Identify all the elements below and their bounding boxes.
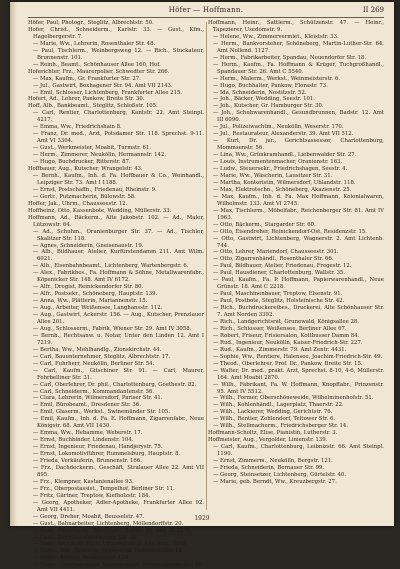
directory-entry: — Rud., Kaufm., Zimmerstr. 79. Amt Zentr. 4431.: [213, 346, 347, 353]
directory-entry: Hoffmeister, Aug., Vergolder, Linienstr. 139.: [208, 437, 328, 444]
directory-entry: — Carl, Bauunternehmer, Steglitz, Albrechtstr. 17.: [33, 353, 171, 360]
directory-entry: — Marie, Ww., Lehrerin, Rosenthaler Str. 48.: [33, 40, 156, 47]
directory-entry: — Herm., Kaufm., Fa. Hoffmann & Krüger, Tuchgroßhandl., Spandauer Str. 26. Amt C 5540.: [213, 61, 384, 75]
directory-entry: — Georg, Apotheker, Adler-Apotheke, Frankfurter Allee 92. Amt VII 4411.: [33, 499, 204, 513]
directory-entry: — Carl, Rentier, Charlottenburg, Kantstr. 22. Amt Steinpl. 4217.: [33, 110, 204, 124]
directory-entry: — Otto, Eisendreher, Reinickendorf-Ost, Residenzstr. 15.: [213, 228, 367, 235]
directory-entry: — Franz, Dr. med., Arzt, Potsdamer Str. 118. Sprechst. 9-11. Amt VI 3304.: [33, 131, 204, 145]
directory-entry: — Frieda, Verkäuferin, Brunnenstr. 166.: [33, 458, 142, 465]
directory-entry: — Hedw., Ww., Rentiere, Grunewald, Hubertusallee 14.: [33, 548, 184, 555]
page-footer: 1929: [194, 515, 210, 522]
directory-entry: — Emil, Glaserm., Werkst., Swinemünder Str. 105.: [33, 409, 171, 416]
directory-entry: — Wilh., Lackierer, Wedding, Gerichtstr. 76.: [213, 409, 333, 416]
page-number: II 269: [362, 6, 384, 14]
directory-entry: — Rich., Buchdruckereibes., Druckerei, Alte Schönhauser Str. 7. Amt Norden 3392.: [213, 305, 384, 319]
directory-entry: — Heinr., Kellner, Invalidenstr. 124.: [33, 555, 130, 562]
directory-entry: — Ernst, Ingenieur, Friedenau, Handjerystr. 75.: [33, 444, 163, 451]
directory-entry: — Heinr., Oberingenieur, Siemensstadt, Nonnendammallee 80.: [33, 562, 204, 569]
directory-entry: — Rud., Ingenieur, Neukölln, Kaiser-Friedrich-Str. 227.: [213, 339, 363, 346]
directory-entry: — Ernst, Postschaffn., Friedenau, Rheinstr. 9.: [33, 186, 157, 193]
directory-entry: — Agnes, Schneiderin, Gneisenaustr. 19.: [33, 242, 144, 249]
directory-entry: — Alb., Bildhauer, Atelier, Kurfürstendamm 211. Amt Wilm. 6021.: [33, 249, 204, 263]
directory-entry: Hofer, Christ., Schneiderm., Karlstr. 33. — Gust., Kfm., Hagelbergerstr. 7.: [28, 26, 204, 40]
directory-entry: Hoffmann, Heinr., Sattlerm., Schützenstr. 47. — Heinr., Tapezierer, Usedomstr. 9.: [208, 20, 384, 33]
right-column: [208, 20, 384, 512]
directory-entry: — Aug., Gastwirt, Ackerstr. 156. — Aug., Kutscher, Prenzlauer Allee 201.: [33, 312, 204, 325]
directory-entry: — Carl, Kaufm., Charlottenburg, Leibnizstr. 66. Amt Steinpl. 1190.: [213, 444, 384, 458]
directory-entry: Hoffmann-Scholtz, Elise, Pianistin, Lutherstr. 3.: [208, 430, 338, 437]
directory-entry: — Sophie, Ww., Rentiere, Halensee, Joachim-Friedrich-Str. 49.: [213, 353, 383, 360]
directory-entry: Hoferichter, Frz., Maurerpolier, Schwedter Str. 266.: [28, 68, 170, 75]
directory-entry: Hoff, Alb., Bankbeamt., Steglitz, Schloßstr. 105.: [28, 103, 158, 110]
directory-entry: — Otto, Zigarrenhändl., Rosenthaler Str. 66.: [213, 256, 334, 263]
directory-entry: — Aug., Arbeiter, Weißensee, Langhansstr. 112.: [33, 305, 163, 312]
directory-entry: — Carl, Kaufm., Gitschiner Str. 91. — Carl, Maurer, Fehrbelliner Str. 31.: [33, 367, 204, 381]
directory-entry: — Frz., Dachdeckerm., Geschäft, Stralauer Allee 22. Amt VII 895.: [33, 465, 204, 478]
directory-entry: — Bertha, Ww., Mehlhandlg., Zionskirchstr. 44.: [33, 346, 162, 353]
directory-page: [10, 2, 394, 569]
directory-entry: — Wilh., Kohlenhändl., Lagerplatz, Thaerstr. 22.: [213, 402, 344, 409]
column-divider: [206, 22, 207, 510]
directory-entry: — Paul, Bildhauer, Atelier, Friedenau, Fregestr. 12.: [213, 263, 352, 270]
directory-entry: — Alfr., Postsekr., Schöneberg, Hauptstr. 139.: [33, 291, 158, 298]
directory-entry: — Alb., Eisenbahnbeamt., Lichtenberg, Wartenbergstr. 6.: [33, 263, 189, 270]
directory-entry: — Carl, Fuhrherr, Neukölln, Berliner Str. 54.: [33, 360, 155, 367]
directory-entry: — Hugo, Buchdrucker, Ritterstr. 87.: [33, 159, 131, 166]
directory-entry: — Anna, Ww., Plätterin, Mariannenstr. 15.: [33, 298, 148, 305]
directory-entry: — Jul., Restaurateur, Alexanderstr. 39. Amt VII 512.: [213, 131, 354, 138]
directory-entry: — Kurt, Dr. jur., Gerichtsassessor, Charlottenburg, Mommsenstr. 56.: [213, 138, 384, 152]
directory-entry: — Paul, Maschinenbauer, Treptow, Elsenstr. 91.: [213, 291, 343, 298]
directory-entry: — Herm., Zimmerer, Neukölln, Hermannstr. 142.: [33, 152, 167, 159]
directory-entry: — Paul, Hausdiener, Charlottenburg, Wallstr. 35.: [213, 270, 346, 277]
directory-entry: — Herm., Malerm., Werkst., Weinmeisterstr. 6.: [213, 75, 341, 82]
directory-entry: — Emma, Ww., Hebamme, Weberstr. 17.: [33, 430, 143, 437]
directory-entry: — Emil, Schlosser, Lichtenberg, Frankfurter Allee 215.: [33, 89, 183, 96]
directory-entry: Hoffbauer, Aug., Kutscher, Wrangelstr. 43.: [28, 166, 143, 173]
directory-entry: — Max, Kaufm., Inh. d. Fa. Max Hoffmann, Kolonialwaren, Wilhelmstr. 133. Amt VI 2745.: [213, 193, 384, 207]
directory-entry: — Georg, Steinsetzer, Lichtenberg, Gürtelstr. 40.: [213, 471, 347, 478]
directory-entry: — Clara, Lehrerin, Wilmersdorf, Pariser Str. 41.: [33, 395, 163, 402]
directory-entry: — Ernst, Buchbinder, Lindenstr. 104.: [33, 437, 134, 444]
directory-entry: — Rich., Landgerichtsrat, Grunewald, Königsallee 28.: [213, 318, 360, 325]
directory-entry: — Hans, Architekt, Büro, Lützowplatz 9. Amt Kurf. 3318.: [33, 541, 188, 548]
directory-entry: — Ernst, Lokomotivführer, Rummelsburg, Hauptstr. 8.: [33, 451, 181, 458]
directory-entry: — Reinh., Beamt., Schönhauser Allee 160, Hof.: [33, 61, 161, 68]
directory-entry: — Carl, Oberlehrer, Dr. phil., Charlottenburg, Goethestr. 82.: [33, 381, 197, 388]
directory-entry: — Jul., Gastwirt, Boxhagener Str. 94. Amt VII 2143.: [33, 82, 173, 89]
directory-entry: — Wilh., Fabrikant, Fa. W. Hoffmann, Knopffabr., Prinzenstr. 95. Amt IV 5512.: [213, 381, 384, 395]
directory-entry: — Marie, geb. Berndt, Ww., Kreuzbergstr. 27.: [213, 478, 337, 485]
directory-entry: — Paul, Tischlerm., Weinbergsweg 12. — Rich., Stuckateur, Brunnenstr. 101.: [33, 47, 204, 61]
directory-entry: — Georg, Dreher, Moabit, Beusselstr. 47.: [33, 513, 145, 520]
directory-entry: Hoffheinz, Otto, Kassenbote, Wedding, Müllerstr. 33.: [28, 207, 172, 214]
directory-entry: — Aug., Schlosserm., Fabrik, Wiener Str. 29. Amt IV 3058.: [33, 325, 192, 332]
directory-entry: — Joh., Schuhwarenhandl., Gesundbrunnen, Badstr. 12. Amt III 6090.: [213, 110, 384, 124]
directory-entry: — Paul, Postbote, Steglitz, Holsteinische Str. 42.: [213, 298, 345, 305]
running-title: Höfer — Hoffmann.: [168, 6, 244, 14]
directory-entry: — Paul, Kaufm., Fa. P. Hoffmann, Papierwarenhandl., Neue Grünstr. 18. Amt C 2218.: [213, 277, 384, 291]
directory-entry: — Joh., Bäcker, Wedding, Seestr. 101.: [213, 96, 315, 103]
directory-entry: — Gust., Werkmeister, Moabit, Turmstr. 61.: [33, 145, 152, 152]
directory-entry: — Gertr., Putzmacherin, Bülowstr. 58.: [33, 193, 136, 200]
directory-entry: Hofert, Ad., Lehrer, Pankow, Breite Str. 30.: [28, 96, 145, 103]
directory-entry: — Wilh., Stellmacherm., Friedrichsberger Str. 14.: [213, 423, 348, 430]
directory-entry: — Hugo, Buchhalter, Pankow, Florastr. 73.: [213, 82, 328, 89]
directory-entry: — Max, Elektrotechn., Schöneberg, Akazienstr. 25.: [213, 186, 352, 193]
directory-entry: — Frieda, Schneiderin, Bernauer Str. 99.: [213, 465, 325, 471]
directory-entry: — Otto, Lehrer, Mariendorf, Chausseestr. 301.: [213, 249, 339, 256]
directory-entry: — Lina, Ww., Grünkramhandl., Liebenwalder Str. 27.: [213, 152, 357, 159]
directory-entry: Hoffer, Jak., Uhrm., Chausseestr. 12.: [28, 200, 128, 207]
directory-entry: — Robert, Friseur, Frisiersalon, Kottbusser Damm 84.: [213, 332, 360, 339]
directory-entry: — Frz., Oberpostassist., Tempelhof, Berliner Str. 11.: [33, 485, 175, 492]
page-binding-edge: [10, 2, 17, 526]
directory-entry: — Gust., Fleischerm., Wurstfabr., Badstr. 51. Amt III 2276.: [33, 527, 192, 534]
directory-entry: — Max, Kaufm., Gr. Frankfurter Str. 27.: [33, 75, 141, 82]
directory-entry: — Wilh., Rentier, Zehlendorf, Teltower Str. 6.: [213, 416, 336, 423]
directory-entry: — Alfr., Drogist, Reinickendorfer Str. 80.: [33, 284, 144, 291]
directory-entry: — Martha, Kontoristin, Wilmersdorf, Uhlandstr. 118.: [213, 179, 356, 186]
directory-entry: — Bernh., Rechtsanw. u. Notar, Unter den Linden 12. Amt I 7219.: [33, 332, 204, 346]
directory-entry: — Ludw., Steuersekr., Friedrichshagen, Seestr. 4.: [213, 166, 348, 173]
directory-entry: — Jul., Polizeiwachtm., Neukölln, Weserstr. 170.: [213, 124, 344, 131]
directory-entry: — Otto, Gastwirt, Lichtenberg, Wagnerstr. 2. Amt Lichtenb. 744.: [213, 235, 384, 249]
directory-entry: — Herm., Bankvorsteher, Schöneberg, Martin-Luther-Str. 64. Amt Nollend. 1127.: [213, 40, 384, 54]
directory-entry: — Ad., Schuhm., Oranienburger Str. 37. — Ad., Tischler, Skalitzer Str. 118.: [33, 228, 204, 242]
directory-entry: — Otto, Bäckerm., Stargarder Str. 60.: [213, 221, 316, 228]
directory-entry: — Gust., Schmied, Oderberger Str. 38.: [33, 534, 138, 541]
directory-entry: — Gust., Bahnarbeiter, Lichtenberg, Möllendorffstr. 20.: [33, 520, 184, 527]
directory-entry: — Emil, Bürobeamt., Dresdener Str. 36.: [33, 402, 141, 409]
directory-entry: — Ida, Schneiderin, Nostitzstr. 52.: [213, 89, 307, 96]
directory-entry: — Joh., Kutscher, Gr. Hamburger Str. 30.: [213, 103, 324, 110]
directory-entry: — Ernst, Zimmerm., Neukölln, Bergstr. 121.: [213, 458, 333, 465]
directory-entry: — Rich., Schlosser, Weißensee, Berliner Allee 67.: [213, 325, 347, 332]
directory-entry: — Theod., Oberlehrer, Prof. Dr., Pankow, Breite Str. 15.: [213, 360, 363, 367]
directory-entry: — Wilh., Former, Oberschöneweide, Wilhelminenhofstr. 51.: [213, 395, 374, 402]
directory-entry: — Helene, Ww., Zimmervermiet., Kleiststr. 33.: [213, 33, 339, 40]
directory-entry: — Carl, Schneiderm., Kommandantenstr. 56.: [33, 388, 155, 395]
directory-entry: — Fritz, Gärtner, Treptow, Kiefholzstr. 184.: [33, 492, 151, 499]
directory-entry: — Max, Tischlerm., Möbelfabr., Reichenberger Str. 81. Amt IV 1963.: [213, 207, 384, 221]
directory-entry: — Bernh., Kaufm., Inh. d. Fa. Hoffbauer & Co., Weinhandl., Leipziger Str. 73. Amt I 1188.: [33, 172, 204, 186]
directory-entry: — Herm., Fabrikarbeiter, Spandau, Neuendorfer Str. 18.: [213, 54, 367, 61]
directory-entry: — Frz., Klempner, Kastanienallee 93.: [33, 478, 134, 485]
directory-entry: — Emma, Ww., Friedrichshain 8.: [33, 124, 122, 131]
directory-entry: — Emil, Kaufm., Inh. d. Fa. E. Hoffmann, Zigarrenfabr., Neue Königstr. 68. Amt VII 1430.: [33, 416, 204, 430]
header-rule: [28, 17, 384, 18]
directory-entry: — Louis, Instrumentenmacher, Oranienstr. 163.: [213, 159, 343, 166]
directory-entry: Höfer, Paul, Photogr., Steglitz, Albrechtstr. 50.: [28, 20, 154, 26]
directory-entry: — Marie, Ww., Wäscherin, Lausitzer Str. 31.: [213, 172, 333, 179]
directory-entry: Hoffmann, Ad., Bäckerm., Alte Jakobstr. 102. — Ad., Maler, Lützowstr. 64.: [28, 214, 204, 228]
directory-entry: — Walter, Dr. med., prakt. Arzt, Sprechst. 8-10, 4-6, Müllerstr. 164. Amt Moabit 2870.: [213, 367, 384, 381]
directory-entry: — Alex., Fabrikbes., Fa. Hoffmann & Söhne, Metallwarenfabr., Köpenicker Str. 148. Amt IV 6172.: [33, 270, 204, 284]
